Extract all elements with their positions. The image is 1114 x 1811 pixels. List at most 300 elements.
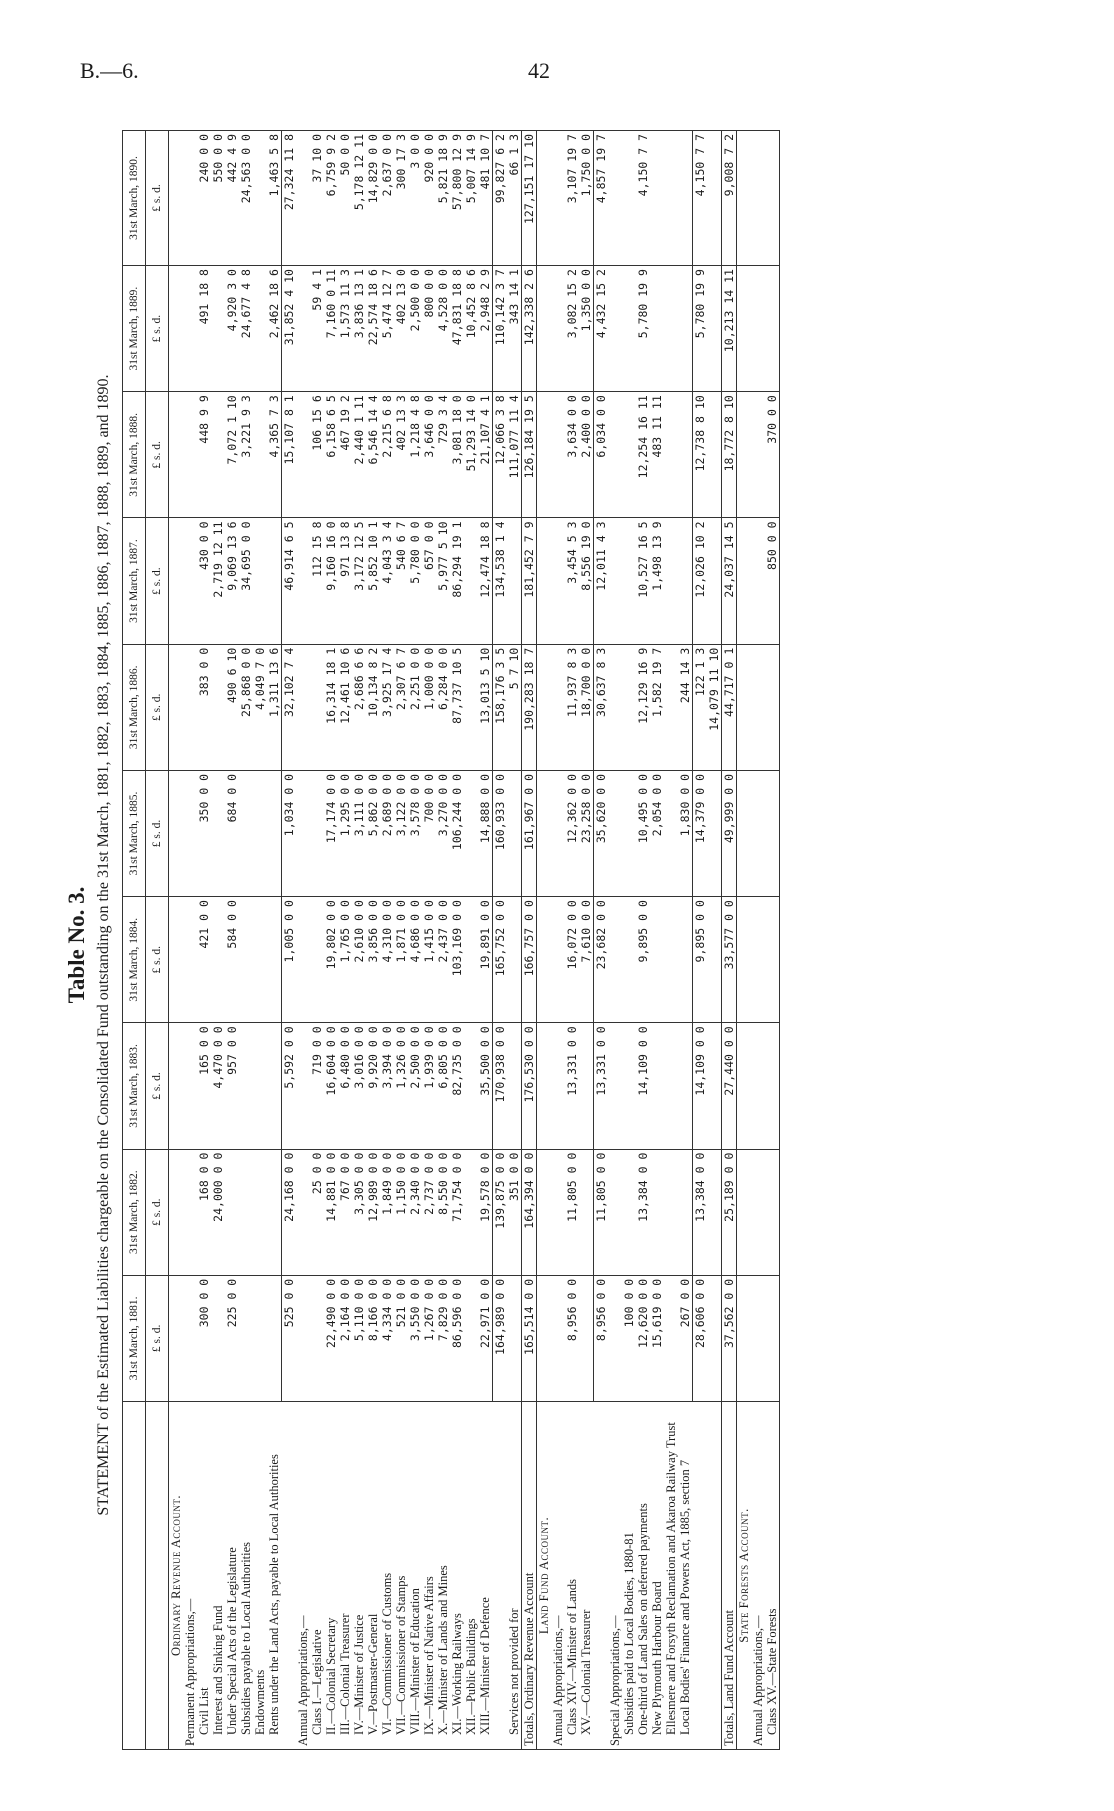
amount-cell: 267 0 0 xyxy=(678,1275,693,1401)
amount-cell: 1,295 0 0 xyxy=(338,770,352,896)
row-label: VI.—Commissioner of Customs xyxy=(380,1402,394,1750)
column-header: 31st March, 1887. xyxy=(123,518,146,644)
amount-cell xyxy=(737,770,752,896)
amount-cell: 8,956 0 0 xyxy=(565,1275,579,1401)
amount-cell: 684 0 0 xyxy=(225,770,239,896)
amount-cell xyxy=(183,518,197,644)
table-row xyxy=(239,131,253,1750)
amount-cell: 13,331 0 0 xyxy=(565,1023,579,1149)
amount-cell: 4,365 7 3 xyxy=(267,392,282,518)
amount-cell xyxy=(239,897,253,1023)
amount-cell: 244 14 3 xyxy=(678,644,693,770)
amount-cell: 46,914 6 5 xyxy=(282,518,297,644)
amount-cell xyxy=(169,644,184,770)
column-header: 31st March, 1883. xyxy=(123,1023,146,1149)
amount-cell xyxy=(608,770,622,896)
row-label: One-third of Land Sales on deferred payments xyxy=(636,1402,650,1750)
amount-cell: 3,270 0 0 xyxy=(436,770,450,896)
amount-cell: 158,176 3 5 xyxy=(493,644,508,770)
row-label: Ellesmere and Forsyth Reclamation and Akaroa Railway Trust xyxy=(664,1402,678,1750)
amount-cell: 6,158 6 5 xyxy=(324,392,338,518)
table-row xyxy=(422,131,436,1750)
amount-cell: 2,437 0 0 xyxy=(436,897,450,1023)
amount-cell: 402 13 0 xyxy=(394,266,408,392)
amount-cell: 87,737 10 5 xyxy=(450,644,464,770)
amount-cell: 2,215 6 8 xyxy=(380,392,394,518)
amount-cell: 3,634 0 0 xyxy=(565,392,579,518)
row-label: Land Fund Account. xyxy=(537,1402,552,1750)
amount-cell xyxy=(239,1149,253,1275)
amount-cell xyxy=(707,131,722,266)
amount-cell xyxy=(464,770,478,896)
amount-cell xyxy=(296,1149,310,1275)
column-header: 31st March, 1888. xyxy=(123,392,146,518)
amount-cell: 5,474 12 7 xyxy=(380,266,394,392)
amount-cell: 5,780 0 0 xyxy=(408,518,422,644)
amount-cell xyxy=(211,1275,225,1401)
row-label xyxy=(594,1402,609,1750)
amount-cell xyxy=(678,1149,693,1275)
amount-cell: 12,474 18 8 xyxy=(478,518,493,644)
amount-cell xyxy=(707,897,722,1023)
amount-cell xyxy=(211,897,225,1023)
amount-cell: 1,849 0 0 xyxy=(380,1149,394,1275)
amount-cell: 4,049 7 0 xyxy=(253,644,267,770)
amount-cell: 5,110 0 0 xyxy=(352,1275,366,1401)
amount-cell xyxy=(537,266,552,392)
amount-cell: 767 0 0 xyxy=(338,1149,352,1275)
amount-cell: 12,254 16 11 xyxy=(636,392,650,518)
amount-cell: 3,107 19 7 xyxy=(565,131,579,266)
amount-cell xyxy=(664,897,678,1023)
amount-cell: 2,400 0 0 xyxy=(579,392,594,518)
row-label: XII.—Public Buildings xyxy=(464,1402,478,1750)
column-header-row xyxy=(123,131,146,1750)
amount-cell: 1,000 0 0 xyxy=(422,644,436,770)
amount-cell: 5,852 10 1 xyxy=(366,518,380,644)
amount-cell: 3 0 0 xyxy=(408,131,422,266)
amount-cell xyxy=(664,266,678,392)
table-row xyxy=(436,131,450,1750)
row-label xyxy=(493,1402,508,1750)
amount-cell: 11,937 8 3 xyxy=(565,644,579,770)
amount-cell: 490 6 10 xyxy=(225,644,239,770)
amount-cell: 2,737 0 0 xyxy=(422,1149,436,1275)
row-label: Class I.—Legislative xyxy=(310,1402,324,1750)
amount-cell: 139,875 0 0 xyxy=(493,1149,508,1275)
amount-cell: 47,831 18 8 xyxy=(450,266,464,392)
amount-cell xyxy=(737,897,752,1023)
table-row xyxy=(310,131,324,1750)
amount-cell: 1,582 19 7 xyxy=(650,644,664,770)
amount-cell: 22,490 0 0 xyxy=(324,1275,338,1401)
table-row xyxy=(450,131,464,1750)
row-label: Special Appropriations,— xyxy=(608,1402,622,1750)
amount-cell: 971 13 8 xyxy=(338,518,352,644)
amount-cell: 4,150 7 7 xyxy=(693,131,708,266)
table-row xyxy=(211,131,225,1750)
amount-cell: 165,752 0 0 xyxy=(493,897,508,1023)
row-label: Civil List xyxy=(197,1402,211,1750)
amount-cell xyxy=(765,644,780,770)
amount-cell: 24,563 0 0 xyxy=(239,131,253,266)
amount-cell: 2,689 0 0 xyxy=(380,770,394,896)
amount-cell xyxy=(608,266,622,392)
amount-cell xyxy=(622,131,636,266)
table-row xyxy=(338,131,352,1750)
amount-cell: 16,314 18 1 xyxy=(324,644,338,770)
amount-cell: 59 4 1 xyxy=(310,266,324,392)
amount-cell xyxy=(678,518,693,644)
amount-cell: 3,454 5 3 xyxy=(565,518,579,644)
amount-cell: 16,072 0 0 xyxy=(565,897,579,1023)
amount-cell: 13,013 5 10 xyxy=(478,644,493,770)
amount-cell xyxy=(579,1023,594,1149)
amount-cell: 8,956 0 0 xyxy=(594,1275,609,1401)
amount-cell xyxy=(608,131,622,266)
amount-cell: 30,637 8 3 xyxy=(594,644,609,770)
amount-cell xyxy=(211,266,225,392)
amount-cell xyxy=(267,518,282,644)
amount-cell: 351 0 0 xyxy=(507,1149,522,1275)
amount-cell: 27,324 11 8 xyxy=(282,131,297,266)
amount-cell: 106,244 0 0 xyxy=(450,770,464,896)
amount-cell: 18,700 0 0 xyxy=(579,644,594,770)
amount-cell: 24,677 4 8 xyxy=(239,266,253,392)
amount-cell xyxy=(707,392,722,518)
amount-cell: 6,546 14 4 xyxy=(366,392,380,518)
table-row xyxy=(650,131,664,1750)
amount-cell xyxy=(239,770,253,896)
row-label: Services not provided for xyxy=(507,1402,522,1750)
amount-cell: 3,836 13 1 xyxy=(352,266,366,392)
amount-cell xyxy=(183,1149,197,1275)
amount-cell xyxy=(507,1275,522,1401)
amount-cell: 1,765 0 0 xyxy=(338,897,352,1023)
row-label: XI.—Working Railways xyxy=(450,1402,464,1750)
amount-cell: 584 0 0 xyxy=(225,897,239,1023)
table-row xyxy=(565,131,579,1750)
amount-cell: 22,574 18 6 xyxy=(366,266,380,392)
amount-cell: 719 0 0 xyxy=(310,1023,324,1149)
amount-cell: 430 0 0 xyxy=(197,518,211,644)
amount-cell xyxy=(622,770,636,896)
amount-cell: 2,948 2 9 xyxy=(478,266,493,392)
amount-cell: 127,151 17 10 xyxy=(522,131,537,266)
amount-cell: 3,394 0 0 xyxy=(380,1023,394,1149)
amount-cell: 122 1 3 xyxy=(693,644,708,770)
table-row xyxy=(551,131,565,1750)
amount-cell xyxy=(267,1149,282,1275)
amount-cell: 4,528 0 0 xyxy=(436,266,450,392)
amount-cell: 34,695 0 0 xyxy=(239,518,253,644)
amount-cell: 350 0 0 xyxy=(197,770,211,896)
column-header: 31st March, 1882. xyxy=(123,1149,146,1275)
amount-cell: 24,037 14 5 xyxy=(722,518,737,644)
amount-cell xyxy=(537,897,552,1023)
amount-cell xyxy=(253,897,267,1023)
amount-cell: 5,178 12 11 xyxy=(352,131,366,266)
table-row xyxy=(636,131,650,1750)
amount-cell xyxy=(310,1275,324,1401)
amount-cell: 14,379 0 0 xyxy=(693,770,708,896)
amount-cell: 383 0 0 xyxy=(197,644,211,770)
amount-cell: 15,107 8 1 xyxy=(282,392,297,518)
amount-cell: 112 15 8 xyxy=(310,518,324,644)
table-row xyxy=(751,131,765,1750)
amount-cell xyxy=(664,392,678,518)
amount-cell xyxy=(765,1149,780,1275)
amount-cell xyxy=(622,518,636,644)
amount-cell xyxy=(296,392,310,518)
unit-label: £ s. d. xyxy=(146,644,169,770)
amount-cell xyxy=(239,1275,253,1401)
amount-cell xyxy=(737,644,752,770)
table-row xyxy=(282,131,297,1750)
amount-cell xyxy=(211,392,225,518)
row-label: Totals, Ordinary Revenue Account xyxy=(522,1402,537,1750)
amount-cell: 160,933 0 0 xyxy=(493,770,508,896)
amount-cell xyxy=(678,897,693,1023)
amount-cell xyxy=(537,1149,552,1275)
row-label: X.—Minister of Lands and Mines xyxy=(436,1402,450,1750)
amount-cell: 1,750 0 0 xyxy=(579,131,594,266)
amount-cell xyxy=(664,1023,678,1149)
amount-cell: 51,293 14 0 xyxy=(464,392,478,518)
amount-cell xyxy=(169,1023,184,1149)
amount-cell: 165 0 0 xyxy=(197,1023,211,1149)
row-label: State Forests Account. xyxy=(737,1402,752,1750)
amount-cell: 37,562 0 0 xyxy=(722,1275,737,1401)
amount-cell: 22,971 0 0 xyxy=(478,1275,493,1401)
amount-cell xyxy=(169,518,184,644)
amount-cell: 850 0 0 xyxy=(765,518,780,644)
amount-cell xyxy=(253,266,267,392)
amount-cell xyxy=(507,518,522,644)
table-row xyxy=(722,131,737,1750)
table-row xyxy=(493,131,508,1750)
table-row xyxy=(622,131,636,1750)
amount-cell xyxy=(707,1149,722,1275)
amount-cell: 4,043 3 4 xyxy=(380,518,394,644)
amount-cell: 800 0 0 xyxy=(422,266,436,392)
amount-cell: 9,895 0 0 xyxy=(693,897,708,1023)
label-unit-cell xyxy=(146,1402,169,1750)
amount-cell xyxy=(751,266,765,392)
amount-cell: 9,160 16 0 xyxy=(324,518,338,644)
amount-cell: 521 0 0 xyxy=(394,1275,408,1401)
amount-cell: 9,008 7 2 xyxy=(722,131,737,266)
amount-cell xyxy=(622,266,636,392)
amount-cell: 550 0 0 xyxy=(211,131,225,266)
amount-cell: 2,500 0 0 xyxy=(408,1023,422,1149)
amount-cell: 4,150 7 7 xyxy=(636,131,650,266)
amount-cell xyxy=(267,770,282,896)
amount-cell: 164,989 0 0 xyxy=(493,1275,508,1401)
amount-cell: 86,596 0 0 xyxy=(450,1275,464,1401)
amount-cell: 99,827 6 2 xyxy=(493,131,508,266)
amount-cell: 9,895 0 0 xyxy=(636,897,650,1023)
amount-cell xyxy=(664,770,678,896)
amount-cell: 5,862 0 0 xyxy=(366,770,380,896)
amount-cell: 100 0 0 xyxy=(622,1275,636,1401)
table-row xyxy=(765,131,780,1750)
amount-cell xyxy=(765,897,780,1023)
amount-cell: 6,759 9 2 xyxy=(324,131,338,266)
amount-cell: 3,550 0 0 xyxy=(408,1275,422,1401)
amount-cell xyxy=(551,518,565,644)
amount-cell: 3,122 0 0 xyxy=(394,770,408,896)
amount-cell: 21,107 4 1 xyxy=(478,392,493,518)
amount-cell xyxy=(296,1023,310,1149)
amount-cell xyxy=(464,1275,478,1401)
amount-cell: 10,213 14 11 xyxy=(722,266,737,392)
amount-cell xyxy=(579,1149,594,1275)
unit-label: £ s. d. xyxy=(146,897,169,1023)
amount-cell xyxy=(608,518,622,644)
column-header: 31st March, 1886. xyxy=(123,644,146,770)
column-header: 31st March, 1881. xyxy=(123,1275,146,1401)
amount-cell: 8,166 0 0 xyxy=(366,1275,380,1401)
amount-cell: 14,888 0 0 xyxy=(478,770,493,896)
amount-cell: 3,082 15 2 xyxy=(565,266,579,392)
amount-cell: 700 0 0 xyxy=(422,770,436,896)
amount-cell xyxy=(211,770,225,896)
table-row xyxy=(693,131,708,1750)
amount-cell: 657 0 0 xyxy=(422,518,436,644)
amount-cell xyxy=(253,1023,267,1149)
amount-cell: 2,686 6 6 xyxy=(352,644,366,770)
amount-cell xyxy=(622,644,636,770)
rotated-table-page xyxy=(60,100,1070,1790)
amount-cell xyxy=(296,266,310,392)
row-label: Subsidies payable to Local Authorities xyxy=(239,1402,253,1750)
amount-cell xyxy=(183,1275,197,1401)
row-label: II.—Colonial Secretary xyxy=(324,1402,338,1750)
amount-cell: 4,920 3 0 xyxy=(225,266,239,392)
amount-cell: 3,081 18 0 xyxy=(450,392,464,518)
amount-cell xyxy=(650,1149,664,1275)
amount-cell xyxy=(296,897,310,1023)
amount-cell xyxy=(296,770,310,896)
amount-cell: 5,977 5 10 xyxy=(436,518,450,644)
amount-cell xyxy=(664,644,678,770)
amount-cell xyxy=(664,131,678,266)
amount-cell xyxy=(537,770,552,896)
amount-cell: 12,461 10 6 xyxy=(338,644,352,770)
amount-cell: 483 11 11 xyxy=(650,392,664,518)
amount-cell xyxy=(169,897,184,1023)
amount-cell xyxy=(751,392,765,518)
amount-cell xyxy=(310,644,324,770)
amount-cell: 11,805 0 0 xyxy=(565,1149,579,1275)
amount-cell: 3,111 0 0 xyxy=(352,770,366,896)
amount-cell: 300 17 3 xyxy=(394,131,408,266)
amount-cell xyxy=(707,1275,722,1401)
amount-cell: 7,072 1 10 xyxy=(225,392,239,518)
table-row xyxy=(225,131,239,1750)
amount-cell xyxy=(253,770,267,896)
row-label: New Plymouth Harbour Board xyxy=(650,1402,664,1750)
amount-cell xyxy=(751,770,765,896)
amount-cell: 5,592 0 0 xyxy=(282,1023,297,1149)
amount-cell xyxy=(579,1275,594,1401)
amount-cell: 12,066 3 8 xyxy=(493,392,508,518)
amount-cell xyxy=(678,131,693,266)
row-label: IX.—Minister of Native Affairs xyxy=(422,1402,436,1750)
amount-cell: 161,967 0 0 xyxy=(522,770,537,896)
table-body xyxy=(169,131,780,1750)
amount-cell xyxy=(622,1023,636,1149)
amount-cell xyxy=(253,392,267,518)
amount-cell: 168 0 0 xyxy=(197,1149,211,1275)
amount-cell xyxy=(622,1149,636,1275)
amount-cell xyxy=(650,131,664,266)
amount-cell: 166,757 0 0 xyxy=(522,897,537,1023)
amount-cell: 37 10 0 xyxy=(310,131,324,266)
amount-cell: 12,011 4 3 xyxy=(594,518,609,644)
table-row xyxy=(169,131,184,1750)
amount-cell: 402 13 3 xyxy=(394,392,408,518)
amount-cell: 343 14 1 xyxy=(507,266,522,392)
amount-cell: 6,805 0 0 xyxy=(436,1023,450,1149)
amount-cell xyxy=(537,644,552,770)
amount-cell xyxy=(650,1023,664,1149)
amount-cell: 10,134 8 2 xyxy=(366,644,380,770)
amount-cell xyxy=(608,1275,622,1401)
amount-cell xyxy=(608,897,622,1023)
amount-cell xyxy=(239,1023,253,1149)
amount-cell: 3,016 0 0 xyxy=(352,1023,366,1149)
amount-cell: 3,856 0 0 xyxy=(366,897,380,1023)
amount-cell: 49,999 0 0 xyxy=(722,770,737,896)
amount-cell: 190,283 18 7 xyxy=(522,644,537,770)
amount-cell xyxy=(707,1023,722,1149)
amount-cell: 4,686 0 0 xyxy=(408,897,422,1023)
amount-cell xyxy=(537,392,552,518)
table-row xyxy=(579,131,594,1750)
amount-cell xyxy=(183,392,197,518)
amount-cell xyxy=(608,1023,622,1149)
table-caption: Table No. 3. xyxy=(64,886,89,1004)
amount-cell xyxy=(608,392,622,518)
amount-cell xyxy=(678,1023,693,1149)
amount-cell: 2,340 0 0 xyxy=(408,1149,422,1275)
amount-cell: 9,069 13 6 xyxy=(225,518,239,644)
amount-cell xyxy=(183,897,197,1023)
row-label: Local Bodies' Finance and Powers Act, 1885, section 7 xyxy=(678,1402,693,1750)
column-header: 31st March, 1884. xyxy=(123,897,146,1023)
amount-cell: 12,738 8 10 xyxy=(693,392,708,518)
amount-cell: 225 0 0 xyxy=(225,1275,239,1401)
table-row xyxy=(678,131,693,1750)
table-row xyxy=(408,131,422,1750)
row-label: Subsidies paid to Local Bodies, 1880-81 xyxy=(622,1402,636,1750)
amount-cell: 421 0 0 xyxy=(197,897,211,1023)
amount-cell: 1,415 0 0 xyxy=(422,897,436,1023)
amount-cell: 8,550 0 0 xyxy=(436,1149,450,1275)
amount-cell xyxy=(551,266,565,392)
unit-label: £ s. d. xyxy=(146,770,169,896)
amount-cell: 57,800 12 9 xyxy=(450,131,464,266)
label-column-header xyxy=(123,1402,146,1750)
amount-cell xyxy=(678,392,693,518)
amount-cell: 2,164 0 0 xyxy=(338,1275,352,1401)
table-title: STATEMENT of the Estimated Liabilities chargeable on the Consolidated Fund outstanding on the 31st March, 1881, 1882, 1883, 1884, 1885, 1886, 1887, 1888, 1889, and 1890. xyxy=(95,374,112,1516)
amount-cell: 2,054 0 0 xyxy=(650,770,664,896)
amount-cell: 11,805 0 0 xyxy=(594,1149,609,1275)
amount-cell xyxy=(169,392,184,518)
